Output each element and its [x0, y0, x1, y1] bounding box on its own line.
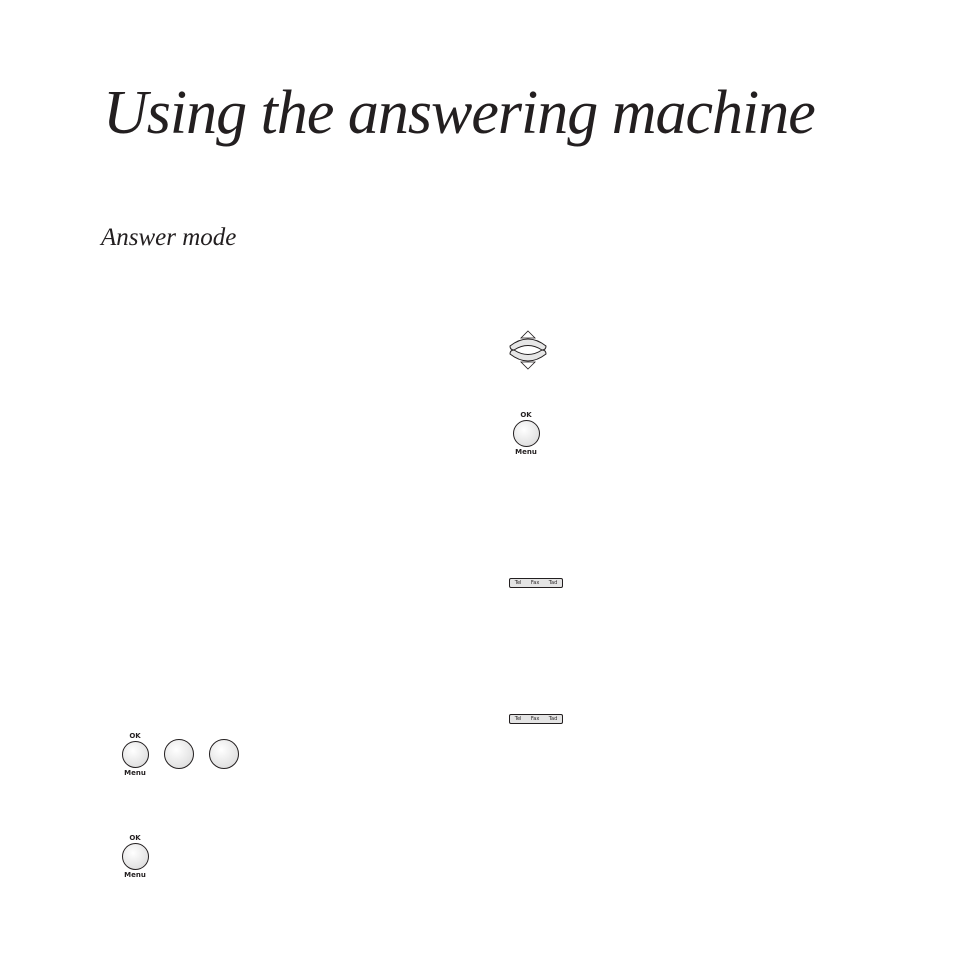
page-title: Using the answering machine	[103, 79, 815, 147]
ok-menu-circle	[122, 843, 149, 870]
scroll-up-down-icon	[507, 329, 549, 371]
ok-menu-button-icon	[506, 411, 546, 456]
mode-fax-label: Fax	[530, 715, 540, 722]
tel-fax-tad-key-icon	[509, 714, 563, 724]
ok-menu-button-icon	[115, 732, 155, 777]
mode-tad-label: Tad	[548, 715, 558, 722]
round-key-icon	[209, 739, 239, 769]
mode-tel-label: Tel	[514, 579, 522, 586]
section-title: Answer mode	[101, 224, 237, 251]
mode-fax-label: Fax	[530, 579, 540, 586]
mode-tel-label: Tel	[514, 715, 522, 722]
ok-menu-circle	[122, 741, 149, 768]
round-key-icon	[164, 739, 194, 769]
ok-menu-button-icon	[115, 834, 155, 879]
ok-label: OK	[129, 732, 141, 740]
mode-tad-label: Tad	[548, 579, 558, 586]
ok-menu-circle	[513, 420, 540, 447]
ok-label: OK	[129, 834, 141, 842]
tel-fax-tad-key-icon	[509, 578, 563, 588]
menu-label: Menu	[124, 769, 146, 777]
ok-label: OK	[520, 411, 532, 419]
menu-label: Menu	[515, 448, 537, 456]
menu-label: Menu	[124, 871, 146, 879]
